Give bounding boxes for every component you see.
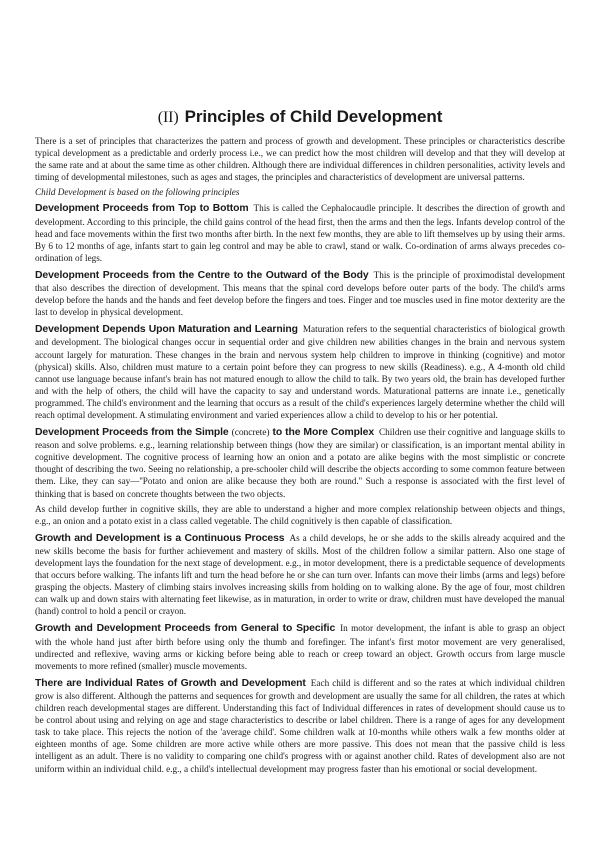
title-text: Principles of Child Development xyxy=(184,107,443,126)
principle-general-to-specific xyxy=(35,622,565,671)
principle-paragraph xyxy=(35,202,565,263)
principle-continuous-process xyxy=(35,532,565,618)
principle-paragraph xyxy=(35,677,565,775)
principle-centre-to-outward xyxy=(35,269,565,318)
principle-body-continued: As child develop further in cognitive skills, they are able to understand a higher and more complex relationship between objects and things, e.g., an onion and a potato exist in a class called vegetable. The child cognitively is then capable of classification. xyxy=(35,503,565,526)
principle-paragraph xyxy=(35,426,565,500)
principle-heading: Growth and Development Proceeds from General to Specific xyxy=(35,623,336,635)
heading-part-tail: to the More Complex xyxy=(272,427,375,439)
principle-body: As a child develops, he or she adds to the skills already acquired and the new skills become the basis for further achievement and mastery of skills. Most of the children follow a similar pattern. Also one stage of development lays the foundation for the next stage of development. e.g., in motor development, there is a predictable sequence of developments that occurs before walking. The infants lift and turn the head before he or she can turn over. Infants can move their limbs (arms and legs) before grasping the objects. Mastery of climbing stairs involves increasing skills from holding on to walking alone. By the age of four, most children can walk up and down stairs with alternating feet likewise, as in maturation, in order to write or draw, children must have developed the manual (hand) control to hold a pencil or crayon. xyxy=(35,532,565,617)
intro-note: Child Development is based on the following principles xyxy=(35,187,240,198)
principle-heading: Development Proceeds from the Centre to the Outward of the Body xyxy=(35,269,369,281)
principle-simple-to-complex xyxy=(35,426,565,527)
page-title xyxy=(35,106,565,129)
heading-part-plain: (concrete) xyxy=(231,427,270,439)
section-number: (II) xyxy=(157,109,179,126)
principle-paragraph xyxy=(35,269,565,318)
principle-top-to-bottom xyxy=(35,202,565,263)
principle-body: In motor development, the infant is able to grasp an object with the whole hand just after birth before using only the thumb and forefinger. The infant's first motor movement are very generalised, undirected and reflexive, waving arms or kicking before being able to reach or creep toward an object. Growth occurs from large muscle movements to more refined (smaller) muscle movements. xyxy=(35,623,565,671)
principle-heading: Development Depends Upon Maturation and Learning xyxy=(35,324,298,336)
principle-heading: Development Proceeds from Top to Bottom xyxy=(35,203,249,215)
principle-maturation-learning xyxy=(35,323,565,421)
principle-paragraph xyxy=(35,323,565,421)
principle-body: Each child is different and so the rates at which individual children grow is also different. Although the patterns and sequences for growth and development are usually the same for all children, the rates at which children reach developmental stages are different. Understanding this fact of Individual differences in rates of development should cause us to be control about using and relying on age and stage characteristics to describe or label children. There is a range of ages for any development task to take place. This rejects the notion of the 'average child'. Some children walk at 10-months while others walk a few months older at eighteen months of age. Some children are more active while others are more passive. This does not mean that the passive child is less intelligent as an adult. There is no validity to comparing one child's progress with or against another child. Rates of development also are not uniform within an individual child. e.g., a child's intellectual development may progress faster than his emotional or social development. xyxy=(35,677,566,774)
heading-part: Development Proceeds from the Simple xyxy=(35,427,229,439)
principle-heading xyxy=(35,427,374,438)
principle-body: Maturation refers to the sequential characteristics of biological growth and development. The biological changes occur in sequential order and give children new abilities changes in the brain and nervous system account largely for maturation. These changes in the brain and nervous system help children to improve in thinking (cognitive) and motor (physical) skills. Also, children must mature to a certain point before they can progress to new skills (Readiness). e.g., A 4-month old child cannot use language because infant's brain has not matured enough to allow the child to talk. By two years old, the brain has developed further and with the help of others, the child will have the capacity to say and understand words. Maturational patterns are innate i.e., genetically programmed. The child's environment and the learning that occurs as a result of the child's experiences largely determine whether the child will reach optimal development. A stimulating environment and varied experiences allow a child to develop to his or her potential. xyxy=(35,324,565,420)
principle-body: Children use their cognitive and language skills to reason and solve problems. e.g., learning relationship between things (how they are similar) or classification, is an important mental ability in cognitive development. The cognitive process of learning how an onion and a potato are alike begins with the most simplistic or concrete thought of describing the two. Seeing no relationship, a pre-schooler child will describe the objects according to some common feature between them. Like, they can say—''Potato and onion are alike because they both are round.'' Such a response is associated with the first level of thinking that is based on concrete thoughts between the two objects. xyxy=(35,427,565,499)
principle-body: This is called the Cephalocaudle principle. It describes the direction of growth and development. According to this principle, the child gains control of the head first, then the arms and then the legs. Infants develop control of the head and face movements within the first two months after birth. In the next few months, they are able to lift themselves up by using their arms. By 6 to 12 months of age, infants start to gain leg control and may be able to crawl, stand or walk. Co-ordination of arms always precedes co-ordination of legs. xyxy=(35,203,565,263)
principle-body: This is the principle of proximodistal development that also describes the direction of development. This means that the spinal cord develops before outer parts of the body. The child's arms develop before the hands and the hands and feet develop before the fingers and toes. Finger and toe muscles used in fine motor dexterity are the last to develop in physical development. xyxy=(35,269,565,318)
intro-paragraph: There is a set of principles that characterizes the pattern and process of growth and development. These principles or characteristics describe typical development as a predictable and orderly process i.e., we can predict how the most children will develop and that they will develop at the same rate and at about the same time as other children. Although there are individual differences in children personalities, activity levels and timing of developmental milestones, such as ages and stages, the principles and characteristics of development are universal patterns. xyxy=(35,136,565,183)
principle-paragraph xyxy=(35,532,565,618)
principle-heading: Growth and Development is a Continuous Process xyxy=(35,532,285,544)
principle-heading: There are Individual Rates of Growth and Development xyxy=(35,677,306,689)
principle-paragraph xyxy=(35,622,565,671)
principle-individual-rates xyxy=(35,677,565,775)
